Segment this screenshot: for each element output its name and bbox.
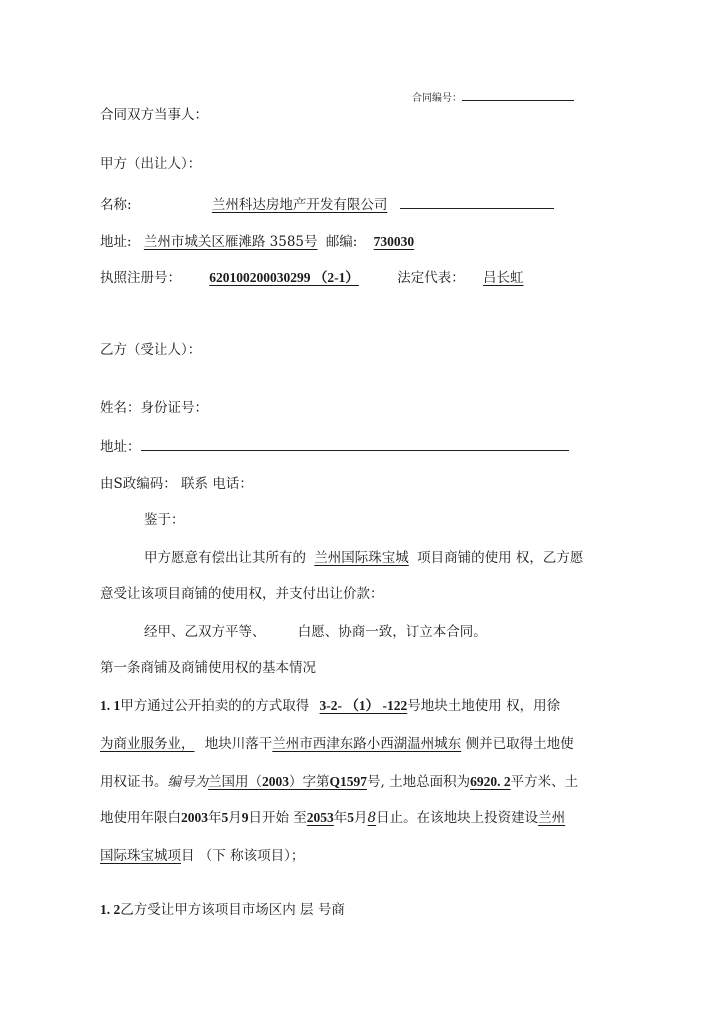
article1-s11-line3 <box>100 772 578 792</box>
parties-heading: 合同双方当事人： <box>100 107 208 123</box>
party-a-license-value: 620100200030299 （2-1） <box>209 270 359 285</box>
whereas-p1-b: 项目商铺的使用 权，乙方愿 <box>417 550 584 566</box>
s11-i: 平方米、土 <box>510 774 579 790</box>
s11-k: 年 <box>208 810 222 826</box>
party-a-license-row <box>100 268 524 288</box>
s11-l: 月 <box>228 810 242 826</box>
s11-project-a: 兰州 <box>538 810 566 826</box>
article1-s11-line1 <box>100 696 560 716</box>
party-a-name-label: 名称: <box>100 197 132 213</box>
party-a-name-row <box>100 194 554 215</box>
party-a-license-label: 执照注册号： <box>100 270 181 286</box>
s11-n: 年 <box>333 810 348 826</box>
s11-m: 日开始 至 <box>248 810 307 826</box>
s11-q: 目 （下 称该项目）； <box>181 848 305 864</box>
article1-s11-line4 <box>100 808 565 828</box>
party-a-address-row <box>100 232 414 252</box>
s11-d: 侧并已取得土地使 <box>465 736 574 752</box>
s12-text: 乙方受让甲方该项目市场区内 层 号商 <box>120 902 345 918</box>
party-a-name-value: 兰州科达房地产开发有限公司 <box>211 197 388 213</box>
s11-number: 1. 1 <box>100 698 121 713</box>
s11-cert-year: 2003 <box>262 774 289 789</box>
s11-f: 编号为 <box>167 774 208 790</box>
s11-use: 为商业服务业， <box>100 736 195 752</box>
party-b-heading: 乙方（受让人）： <box>100 342 202 358</box>
s11-end-year: 2053 <box>306 810 334 825</box>
s11-start-month: 5 <box>221 810 229 825</box>
contract-number-label: 合同编号： <box>412 93 462 104</box>
article1-title: 第一条商铺及商铺使用权的基本情况 <box>100 660 316 676</box>
party-a-postcode-value: 730030 <box>373 234 415 249</box>
s11-cert <box>208 774 367 790</box>
whereas-p1-line2: 意受让该项目商铺的使用权，并支付出让价款： <box>100 586 384 602</box>
whereas-p1-line1 <box>144 548 583 568</box>
s11-a: 甲方通过公开拍卖的的方式取得 <box>120 698 310 714</box>
s11-end-day: 8 <box>367 810 377 826</box>
s11-h: , 土地总面积为 <box>380 774 471 790</box>
article1-s11-line2 <box>100 734 574 754</box>
s11-location: 兰州市西津东路小西湖温州城东 <box>272 736 462 752</box>
s11-cert-a: 兰国用（ <box>208 774 262 790</box>
whereas-p2 <box>144 622 487 642</box>
s11-end-month: 5 <box>347 810 355 825</box>
whereas-label: 鉴于： <box>144 512 185 528</box>
party-b-address-label: 地址： <box>100 439 141 455</box>
party-b-postal-phone: 由S政编码： 联系 电话： <box>100 476 253 492</box>
party-b-name-id: 姓名：身份证号： <box>100 400 208 416</box>
s11-area: 6920. 2 <box>470 774 511 789</box>
s11-lot: 3-2- （1） -122 <box>319 698 408 713</box>
s11-p: 日止。在该地块上投资建设 <box>376 810 539 826</box>
party-a-address-value: 兰州市城关区雁滩路 3585号 <box>143 234 318 250</box>
whereas-p2-b: 白愿、协商一致，订立本合同。 <box>297 624 487 640</box>
s11-g: 号 <box>367 774 381 790</box>
party-a-heading: 甲方（出让人）： <box>100 156 202 172</box>
article1-s11-line5 <box>100 846 304 866</box>
party-a-address-label: 地址: <box>100 234 132 250</box>
article1-s12-line1 <box>100 900 345 920</box>
party-a-postcode-label: 邮编: <box>325 234 358 250</box>
party-a-name-blank <box>400 194 554 209</box>
s11-e: 用权证书。 <box>100 774 168 790</box>
s11-o: 月 <box>354 810 368 826</box>
party-b-address-row <box>100 436 569 457</box>
s11-start-day: 9 <box>241 810 249 825</box>
whereas-p1-a: 甲方愿意有偿出让其所有的 <box>144 550 306 566</box>
contract-number-line <box>412 86 574 109</box>
s11-b: 号地块土地使用 权，用徐 <box>407 698 561 714</box>
party-b-address-blank <box>141 436 569 451</box>
whereas-p2-a: 经甲、乙双方平等、 <box>144 624 266 640</box>
s11-project-b: 国际珠宝城项 <box>100 848 181 864</box>
s11-cert-no: Q1597 <box>329 774 368 789</box>
s11-c: 地块川落干 <box>204 736 273 752</box>
s11-j: 地使用年限白 <box>100 810 181 826</box>
party-a-rep-value: 吕长虹 <box>483 270 524 286</box>
contract-number-blank <box>462 86 574 101</box>
party-a-rep-label: 法定代表： <box>397 270 465 286</box>
s12-number: 1. 2 <box>100 902 121 917</box>
s11-cert-b: ）字第 <box>289 774 330 790</box>
s11-start-year: 2003 <box>181 810 208 825</box>
whereas-project-name: 兰州国际珠宝城 <box>314 550 409 566</box>
